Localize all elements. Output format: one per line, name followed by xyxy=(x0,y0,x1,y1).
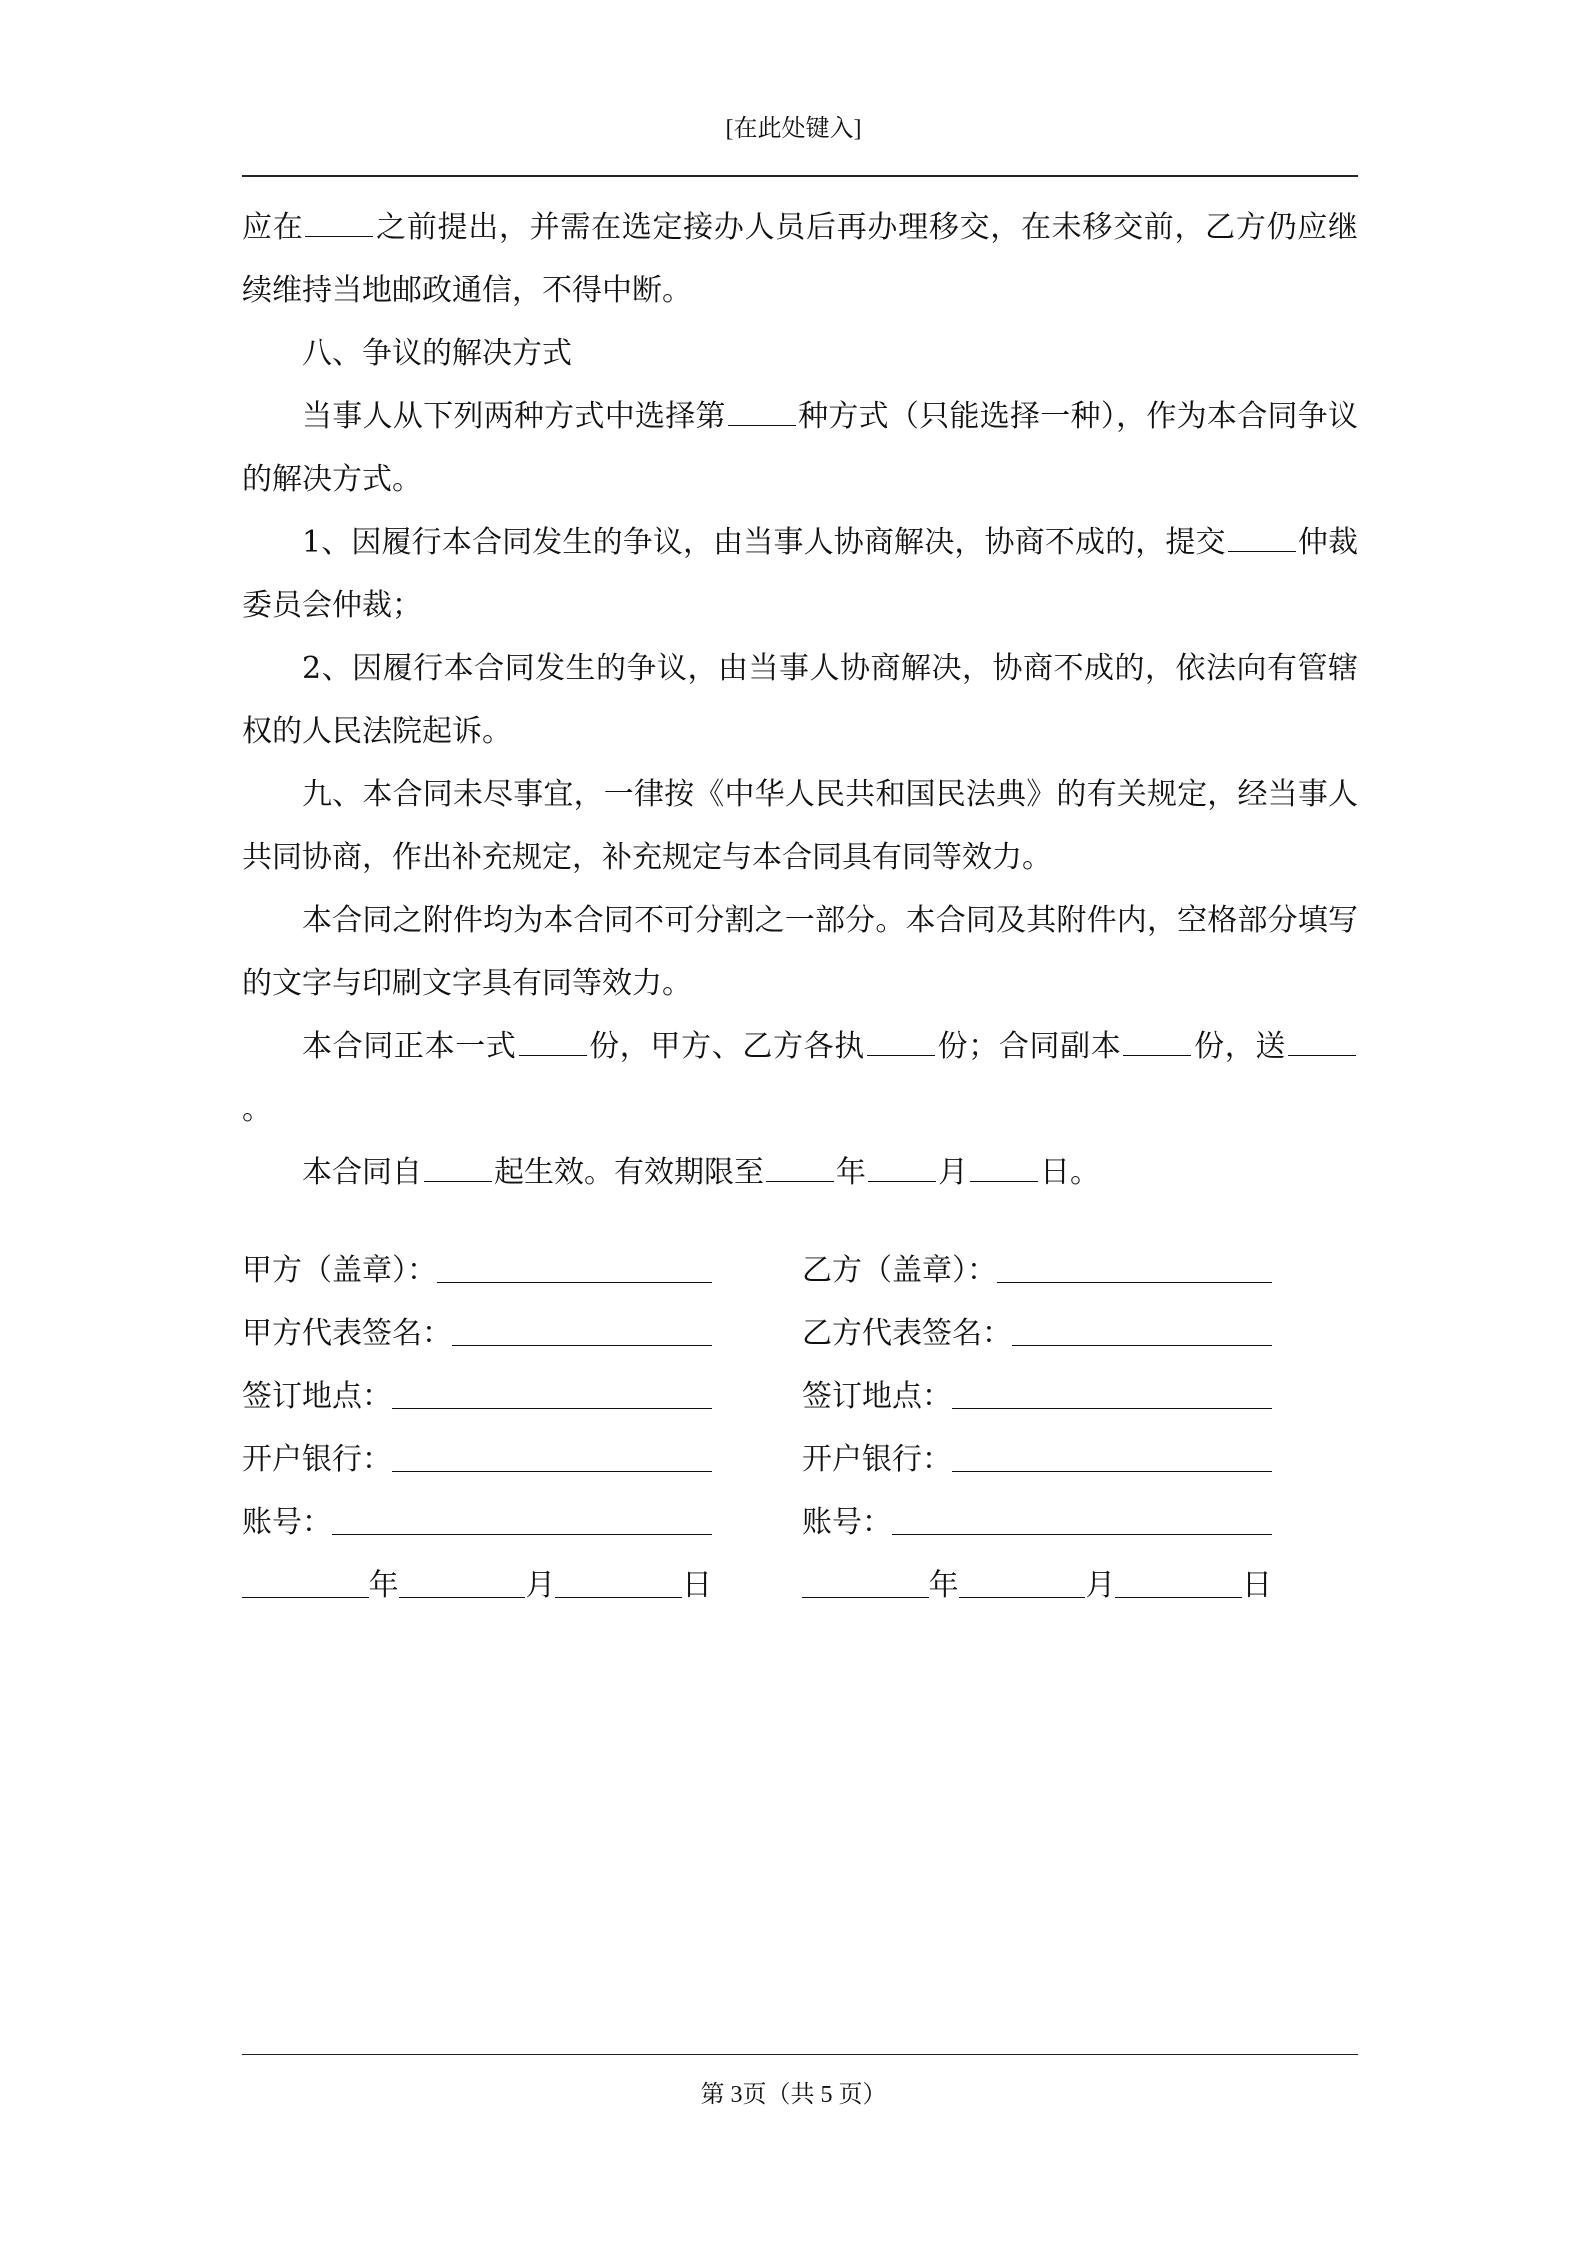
paragraph-effective: 本合同自 起生效。有效期限至 年 月 日。 xyxy=(302,1155,1100,1190)
blank-field[interactable] xyxy=(1288,1029,1356,1056)
party-b-date: 年 月 日 xyxy=(802,1560,1272,1604)
party-a-rep: 甲方代表签名： xyxy=(242,1308,712,1352)
month-field[interactable] xyxy=(959,1567,1086,1598)
party-b-place-field[interactable] xyxy=(952,1378,1272,1409)
paragraph-litigation: 2、因履行本合同发生的争议，由当事人协商解决，协商不成的，依法向有管辖权的人民法院起诉。 xyxy=(242,651,1358,749)
party-b-bank-field[interactable] xyxy=(952,1441,1272,1472)
party-a-account: 账号： xyxy=(242,1497,712,1541)
paragraph-supplementary: 九、本合同未尽事宜，一律按《中华人民共和国民法典》的有关规定，经当事人共同协商，作出补充规定，补充规定与本合同具有同等效力。 xyxy=(242,777,1358,875)
header-rule xyxy=(242,175,1358,177)
paragraph-choice: 当事人从下列两种方式中选择第 种方式（只能选择一种），作为本合同争议的解决方式。 xyxy=(242,399,1359,497)
contract-body xyxy=(242,196,1358,1204)
party-a-bank: 开户银行： xyxy=(242,1434,712,1478)
paragraph-arbitration: 1、因履行本合同发生的争议，由当事人协商解决，协商不成的，提交 仲裁委员会仲裁； xyxy=(242,525,1359,623)
paragraph-handover: 应在 之前提出，并需在选定接办人员后再办理移交，在未移交前，乙方仍应继续维持当地邮政通信，不得中断。 xyxy=(242,210,1359,308)
blank-field[interactable] xyxy=(519,1029,587,1056)
year-field[interactable] xyxy=(242,1567,369,1598)
party-b-bank: 开户银行： xyxy=(802,1434,1272,1478)
party-a-account-field[interactable] xyxy=(332,1504,712,1535)
party-b-place: 签订地点： xyxy=(802,1371,1272,1415)
blank-field[interactable] xyxy=(766,1155,834,1182)
blank-field[interactable] xyxy=(1123,1029,1191,1056)
year-field[interactable] xyxy=(802,1567,929,1598)
blank-field[interactable] xyxy=(867,1029,935,1056)
month-field[interactable] xyxy=(399,1567,526,1598)
party-b-account-field[interactable] xyxy=(892,1504,1272,1535)
party-a-place-field[interactable] xyxy=(392,1378,712,1409)
blank-field[interactable] xyxy=(868,1155,936,1182)
party-a-rep-field[interactable] xyxy=(452,1315,712,1346)
party-b-account: 账号： xyxy=(802,1497,1272,1541)
blank-field[interactable] xyxy=(970,1155,1038,1182)
party-a-bank-field[interactable] xyxy=(392,1441,712,1472)
party-a-place: 签订地点： xyxy=(242,1371,712,1415)
party-a-seal-field[interactable] xyxy=(437,1252,712,1283)
party-b-seal-field[interactable] xyxy=(997,1252,1272,1283)
party-b-rep: 乙方代表签名： xyxy=(802,1308,1272,1352)
day-field[interactable] xyxy=(1115,1567,1242,1598)
footer-rule xyxy=(242,2054,1358,2055)
blank-field[interactable] xyxy=(728,399,796,426)
paragraph-copies: 本合同正本一式 份，甲方、乙方各执 份；合同副本 份，送。 xyxy=(242,1015,1358,1141)
blank-field[interactable] xyxy=(1228,525,1296,552)
blank-field[interactable] xyxy=(305,210,373,237)
party-b-seal: 乙方（盖章）： xyxy=(802,1245,1272,1289)
page-number: 第 3页（共 5 页） xyxy=(700,2082,887,2108)
signature-block xyxy=(242,1245,1358,1623)
party-a-date: 年 月 日 xyxy=(242,1560,712,1604)
page-header: [在此处键入] xyxy=(725,116,862,142)
blank-field[interactable] xyxy=(424,1155,492,1182)
section-heading-dispute: 八、争议的解决方式 xyxy=(302,336,572,371)
paragraph-attachments: 本合同之附件均为本合同不可分割之一部分。本合同及其附件内，空格部分填写的文字与印刷文字具有同等效力。 xyxy=(242,903,1358,1001)
party-a-seal: 甲方（盖章）： xyxy=(242,1245,712,1289)
day-field[interactable] xyxy=(555,1567,682,1598)
party-b-rep-field[interactable] xyxy=(1012,1315,1272,1346)
